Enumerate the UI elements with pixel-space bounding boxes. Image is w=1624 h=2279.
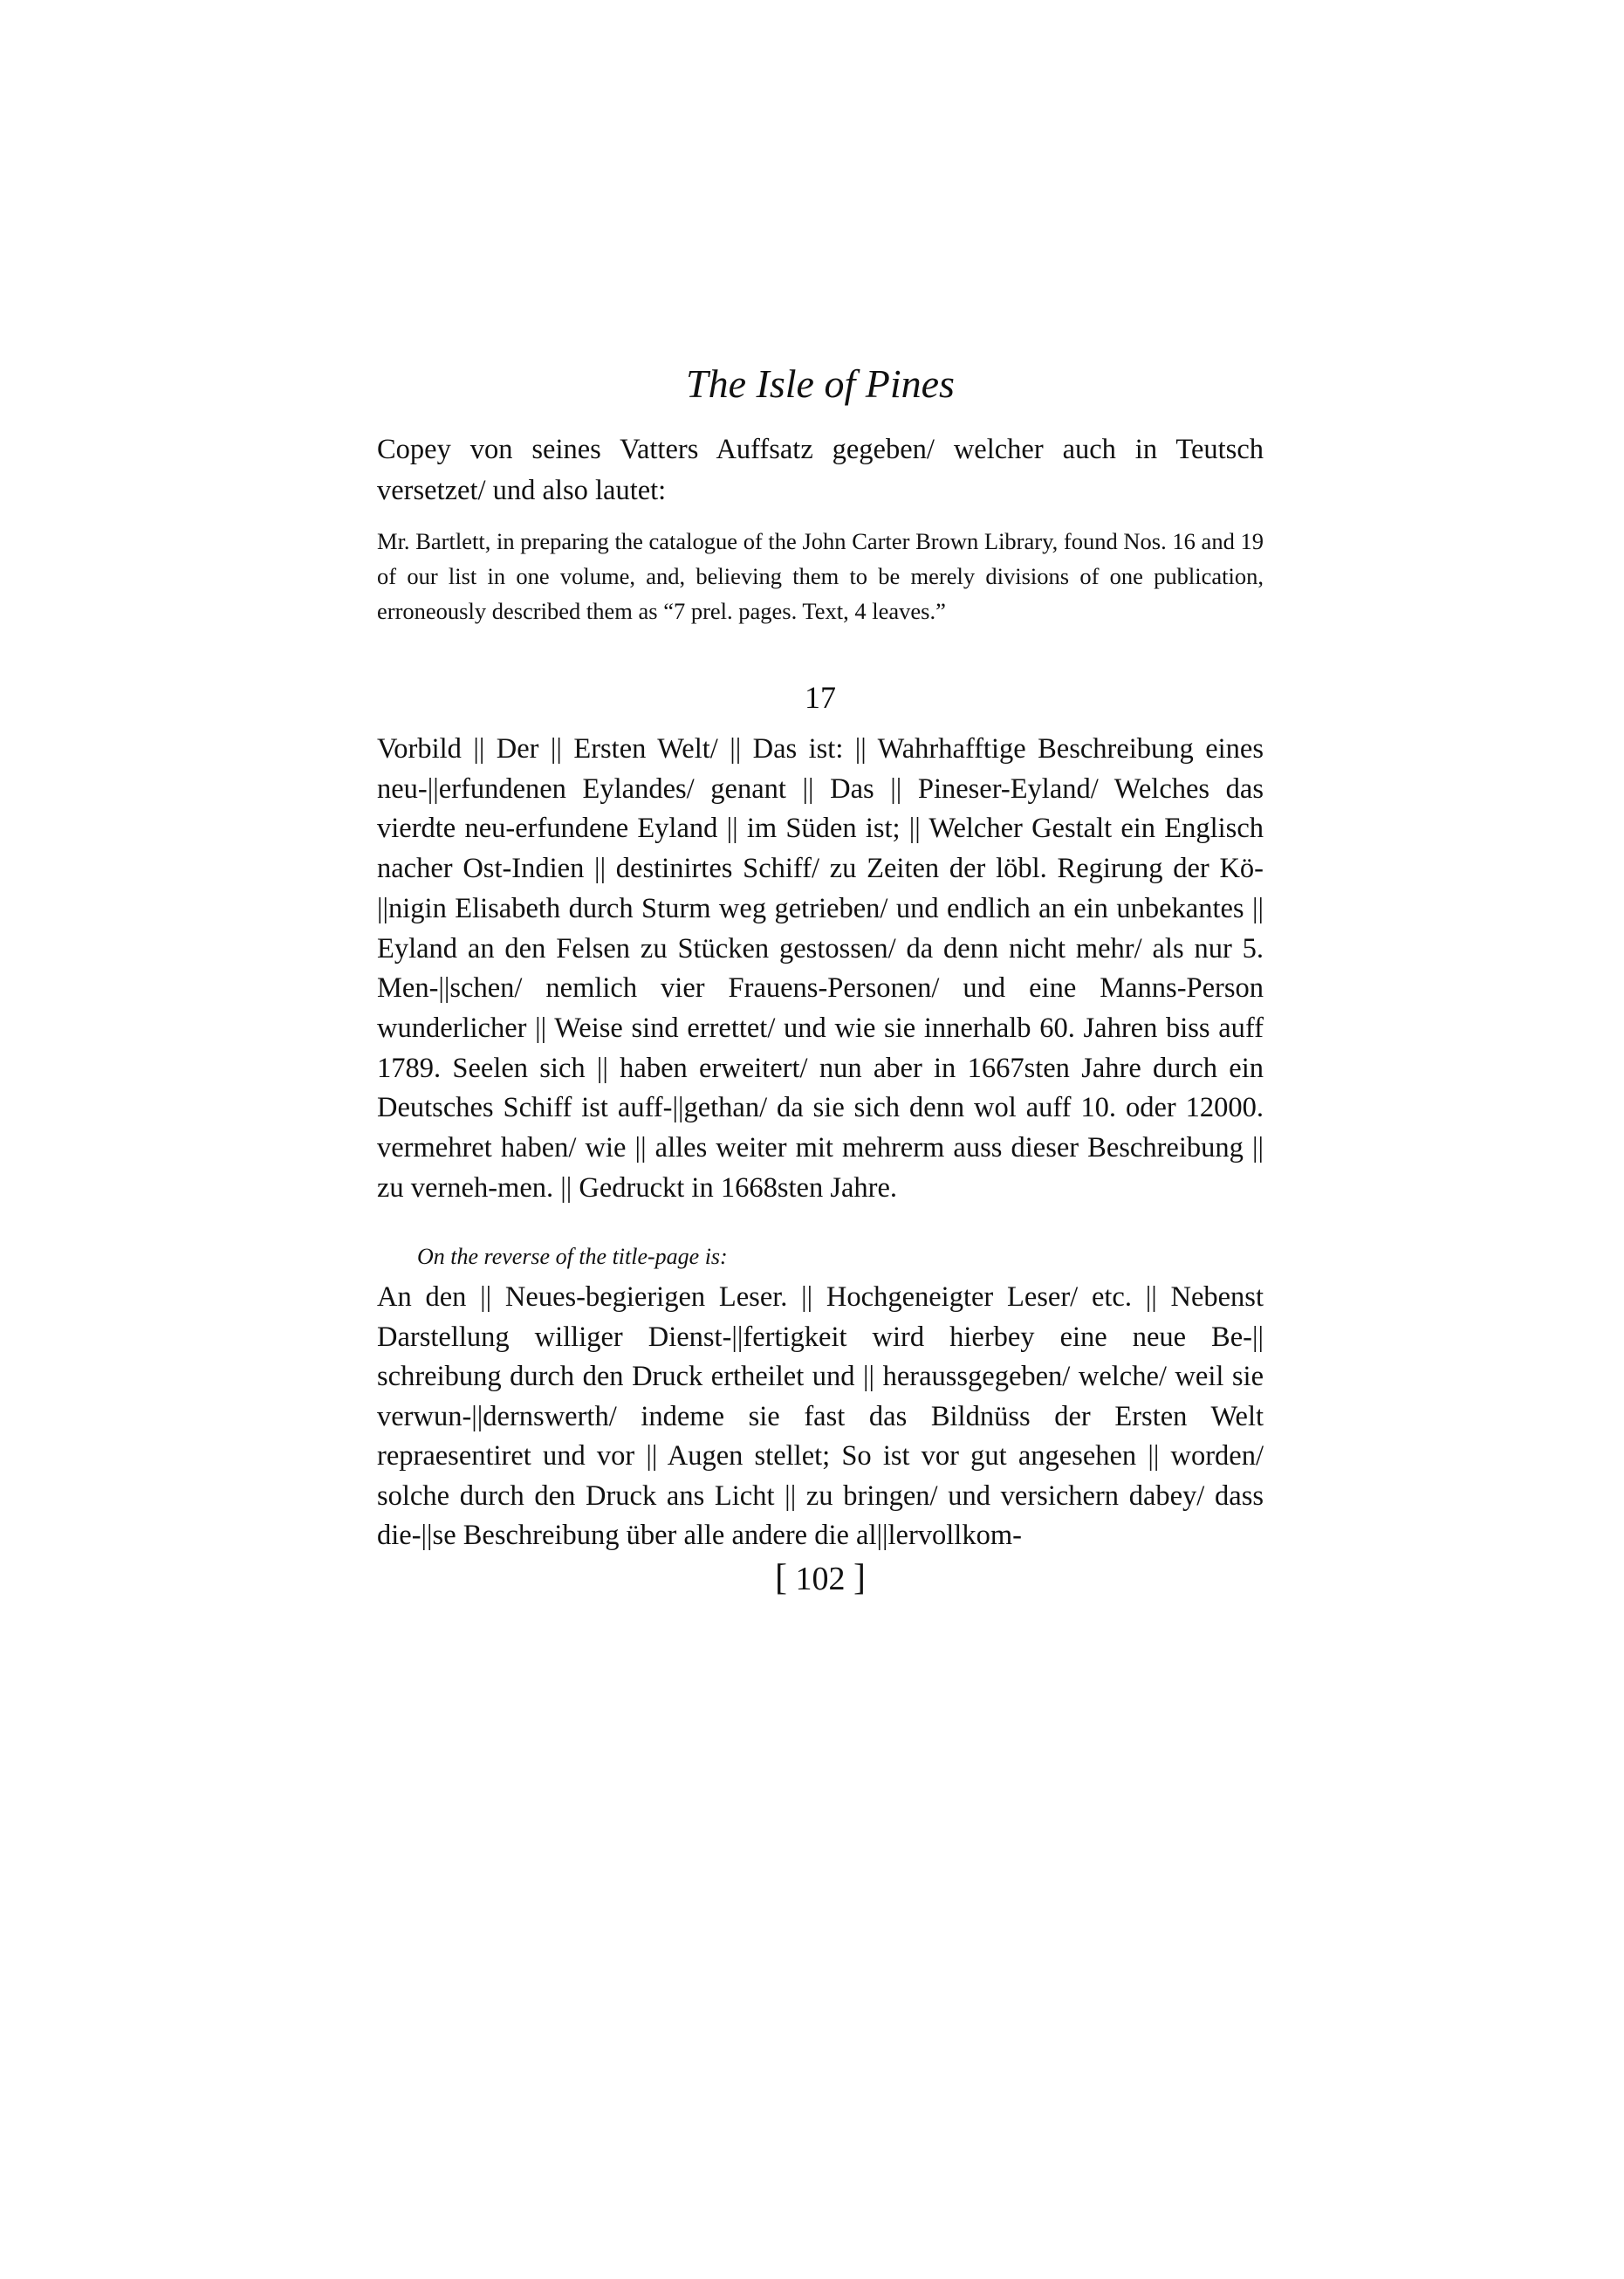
intro-paragraph: Copey von seines Vatters Auffsatz gegeben/ welcher auch in Teutsch versetzet/ und also lautet: xyxy=(377,434,1264,506)
folio-close-bracket: ] xyxy=(853,1558,866,1598)
folio-number: 102 xyxy=(795,1561,846,1597)
reverse-transcription: An den || Neues-begierigen Leser. || Hochgeneigter Leser/ etc. || Nebenst Darstellung williger Dienst-||fertigkeit wird hierbey eine neue Be-|| schreibung durch den Druck ertheilet und || heraussgegeben/ welche/ weil sie verwun-||dernswerth/ indeme sie fast das Bildnüss der Ersten Welt repraesentiret und vor || Augen stellet; So ist vor gut angesehen || worden/ solche durch den Druck ans Licht || zu bringen/ und versichern dabey/ dass die-||se Beschreibung über alle andere die al||lervollkom- xyxy=(377,1281,1264,1551)
reverse-caption: On the reverse of the title-page is: xyxy=(417,1244,728,1269)
entry-number: 17 xyxy=(805,680,836,715)
page-number xyxy=(377,1555,1264,1602)
title-transcription: Vorbild || Der || Ersten Welt/ || Das ist: || Wahrhafftige Beschreibung eines neu-||erfundenen Eylandes/ genant || Das || Pineser-Eyland/ Welches das vierdte neu-erfundene Eyland || im Süden ist; || Welcher Gestalt ein Englisch nacher Ost-Indien || destinirtes Schiff/ zu Zeiten der löbl. Regirung der Kö-||nigin Elisabeth durch Sturm weg getrieben/ und endlich an ein unbekantes || Eyland an den Felsen zu Stücken gestossen/ da denn nicht mehr/ als nur 5. Men-||schen/ nemlich vier Frauens-Personen/ und eine Manns-Person wunderlicher || Weise sind errettet/ und wie sie innerhalb 60. Jahren biss auff 1789. Seelen sich || haben erweitert/ nun aber in 1667sten Jahre durch ein Deutsches Schiff ist auff-||gethan/ da sie sich denn wol auff 10. oder 12000. vermehret haben/ wie || alles weiter mit mehrerm auss dieser Beschreibung || zu verneh-men. || Gedruckt in 1668sten Jahre. xyxy=(377,733,1264,1204)
running-head: The Isle of Pines xyxy=(686,361,955,406)
folio-open-bracket: [ xyxy=(775,1558,787,1598)
bibliographic-note: Mr. Bartlett, in preparing the catalogue of the John Carter Brown Library, found Nos. 16 and 19 of our list in one volume, and, believing them to be merely divisions of one publication, erroneously described them as “7 prel. pages. Text, 4 leaves.” xyxy=(377,528,1264,624)
